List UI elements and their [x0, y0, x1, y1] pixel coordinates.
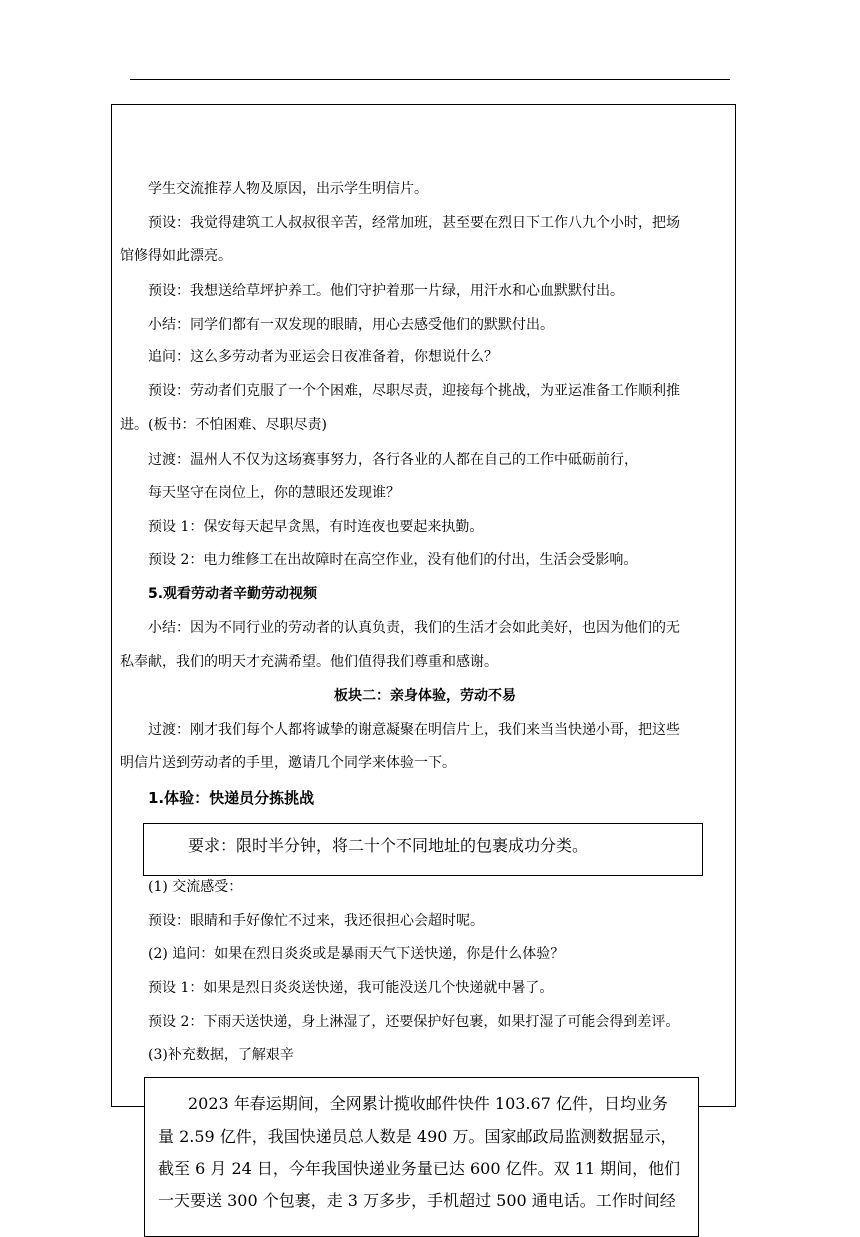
paragraph: 小结：同学们都有一双发现的眼睛，用心去感受他们的默默付出。: [148, 317, 554, 333]
section-heading: 5.观看劳动者辛勤劳动视频: [148, 586, 318, 602]
requirement-text: 要求：限时半分钟，将二十个不同地址的包裹成功分类。: [188, 836, 589, 855]
paragraph: 小结：因为不同行业的劳动者的认真负责，我们的生活才会如此美好，也因为他们的无: [148, 620, 680, 636]
paragraph: (2) 追问：如果在烈日炎炎或是暴雨天气下送快递，你是什么体验？: [148, 946, 565, 962]
data-line: 量 2.59 亿件，我国快递员总人数是 490 万。国家邮政局监测数据显示，: [158, 1127, 677, 1146]
paragraph: 过渡：刚才我们每个人都将诚挚的谢意凝聚在明信片上，我们来当当快递小哥，把这些: [148, 722, 680, 738]
paragraph: 每天坚守在岗位上，你的慧眼还发现谁？: [148, 485, 400, 501]
paragraph: 学生交流推荐人物及原因，出示学生明信片。: [148, 181, 428, 197]
paragraph: 预设 2：下雨天送快递，身上淋湿了，还要保护好包裹，如果打湿了可能会得到差评。: [148, 1014, 680, 1030]
paragraph-continuation: 私奉献，我们的明天才充满希望。他们值得我们尊重和感谢。: [120, 654, 498, 670]
paragraph: 预设：眼睛和手好像忙不过来，我还很担心会超时呢。: [148, 913, 484, 929]
paragraph: 预设 1：如果是烈日炎炎送快递，我可能没送几个快递就中暑了。: [148, 980, 554, 996]
paragraph: 预设：我觉得建筑工人叔叔很辛苦，经常加班，甚至要在烈日下工作八九个小时，把场: [148, 215, 680, 231]
paragraph: (1) 交流感受：: [148, 879, 243, 895]
data-line: 截至 6 月 24 日，今年我国快递业务量已达 600 亿件。双 11 期间，他们: [158, 1159, 681, 1178]
paragraph: 过渡：温州人不仅为这场赛事努力，各行各业的人都在自己的工作中砥砺前行，: [148, 452, 638, 468]
paragraph-continuation: 明信片送到劳动者的手里，邀请几个同学来体验一下。: [120, 755, 456, 771]
paragraph: 追问：这么多劳动者为亚运会日夜准备着，你想说什么？: [148, 349, 498, 365]
paragraph: (3)补充数据，了解艰辛: [148, 1047, 294, 1063]
section-title: 板块二：亲身体验，劳动不易: [334, 688, 516, 704]
paragraph: 预设：我想送给草坪护养工。他们守护着那一片绿，用汗水和心血默默付出。: [148, 283, 624, 299]
paragraph-continuation: 进。(板书：不怕困难、尽职尽责): [120, 417, 327, 433]
paragraph-continuation: 馆修得如此漂亮。: [120, 248, 232, 264]
paragraph: 预设：劳动者们克服了一个个困难，尽职尽责，迎接每个挑战，为亚运准备工作顺利推: [148, 383, 680, 399]
data-line: 2023 年春运期间，全网累计揽收邮件快件 103.67 亿件，日均业务: [188, 1094, 668, 1113]
paragraph: 预设 2：电力维修工在出故障时在高空作业，没有他们的付出，生活会受影响。: [148, 552, 638, 568]
paragraph: 预设 1：保安每天起早贪黑，有时连夜也要起来执勤。: [148, 519, 484, 535]
data-line: 一天要送 300 个包裹，走 3 万多步，手机超过 500 通电话。工作时间经: [158, 1191, 676, 1210]
header-rule: [130, 79, 730, 80]
activity-heading: 1.体验：快递员分拣挑战: [148, 789, 315, 807]
